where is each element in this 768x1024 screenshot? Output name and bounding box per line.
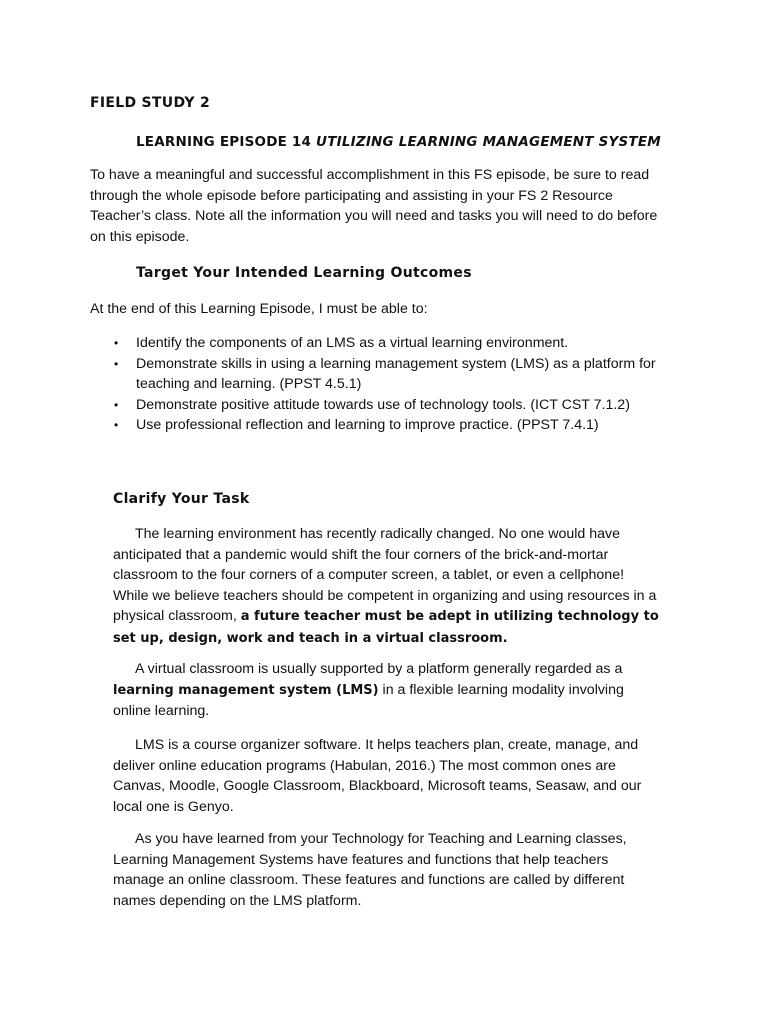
outcomes-list	[113, 333, 696, 436]
intro-paragraph: To have a meaningful and successful accomplishment in this FS episode, be sure to read through the whole episode before participating and assisting in your FS 2 Resource Teacher’s class. Note all the information you will need and tasks you will need to do before on this episode.	[90, 167, 658, 245]
clarify-p1-text: The learning environment has recently radically changed. No one would have anticipated that a pandemic would shift the four corners of the brick-and-mortar classroom to the four corners of a computer screen, a tablet, or even a cellphone! While we believe teachers should be competent in organizing and using resources in a physical classroom,	[113, 526, 657, 625]
episode-label: LEARNING EPISODE 14	[136, 134, 312, 150]
clarify-p2-before: A virtual classroom is usually supported by a platform generally regarded as a	[135, 661, 623, 677]
episode-subject: UTILIZING LEARNING MANAGEMENT SYSTEM	[316, 134, 661, 150]
list-item	[114, 354, 696, 395]
clarify-p2-after: in a flexible learning modality involving online learning.	[113, 681, 624, 720]
clarify-paragraph-4: As you have learned from your Technology for Teaching and Learning classes, Learning Management Systems have features and functions that help teachers manage an online classroom. These features and functions are called by different names depending on the LMS platform.	[113, 831, 627, 909]
field-study-title: FIELD STUDY 2	[90, 95, 211, 111]
episode-title	[136, 134, 661, 150]
clarify-paragraph-2	[113, 659, 661, 722]
clarify-p2-emphasis: learning management system (LMS)	[113, 682, 379, 698]
bullet-icon: •	[114, 418, 119, 433]
bullet-icon: •	[114, 336, 119, 350]
outcome-text: Demonstrate positive attitude towards use of technology tools. (ICT CST 7.1.2)	[136, 396, 630, 413]
list-item	[114, 333, 696, 354]
list-item	[114, 415, 696, 436]
clarify-paragraph-1	[113, 524, 661, 650]
list-item	[114, 395, 696, 416]
outcomes-heading: Target Your Intended Learning Outcomes	[136, 265, 472, 281]
clarify-paragraph-3: LMS is a course organizer software. It helps teachers plan, create, manage, and deliver online education programs (Habulan, 2016.) The most common ones are Canvas, Moodle, Google Classroom, Blackboard, Microsoft teams, Seasaw, and our local one is Genyo.	[113, 737, 642, 815]
bullet-icon: •	[114, 356, 119, 371]
outcomes-lead: At the end of this Learning Episode, I must be able to:	[90, 301, 428, 317]
clarify-heading: Clarify Your Task	[113, 491, 250, 507]
bullet-icon: •	[114, 397, 119, 412]
clarify-p1-emphasis: a future teacher must be adept in utilizing technology to set up, design, work and teach in a virtual classroom.	[113, 609, 659, 646]
outcome-text: Identify the components of an LMS as a virtual learning environment.	[136, 335, 569, 351]
outcome-text: Demonstrate skills in using a learning management system (LMS) as a platform for teaching and learning. (PPST 4.5.1)	[136, 355, 656, 393]
outcome-text: Use professional reflection and learning to improve practice. (PPST 7.4.1)	[136, 417, 599, 434]
